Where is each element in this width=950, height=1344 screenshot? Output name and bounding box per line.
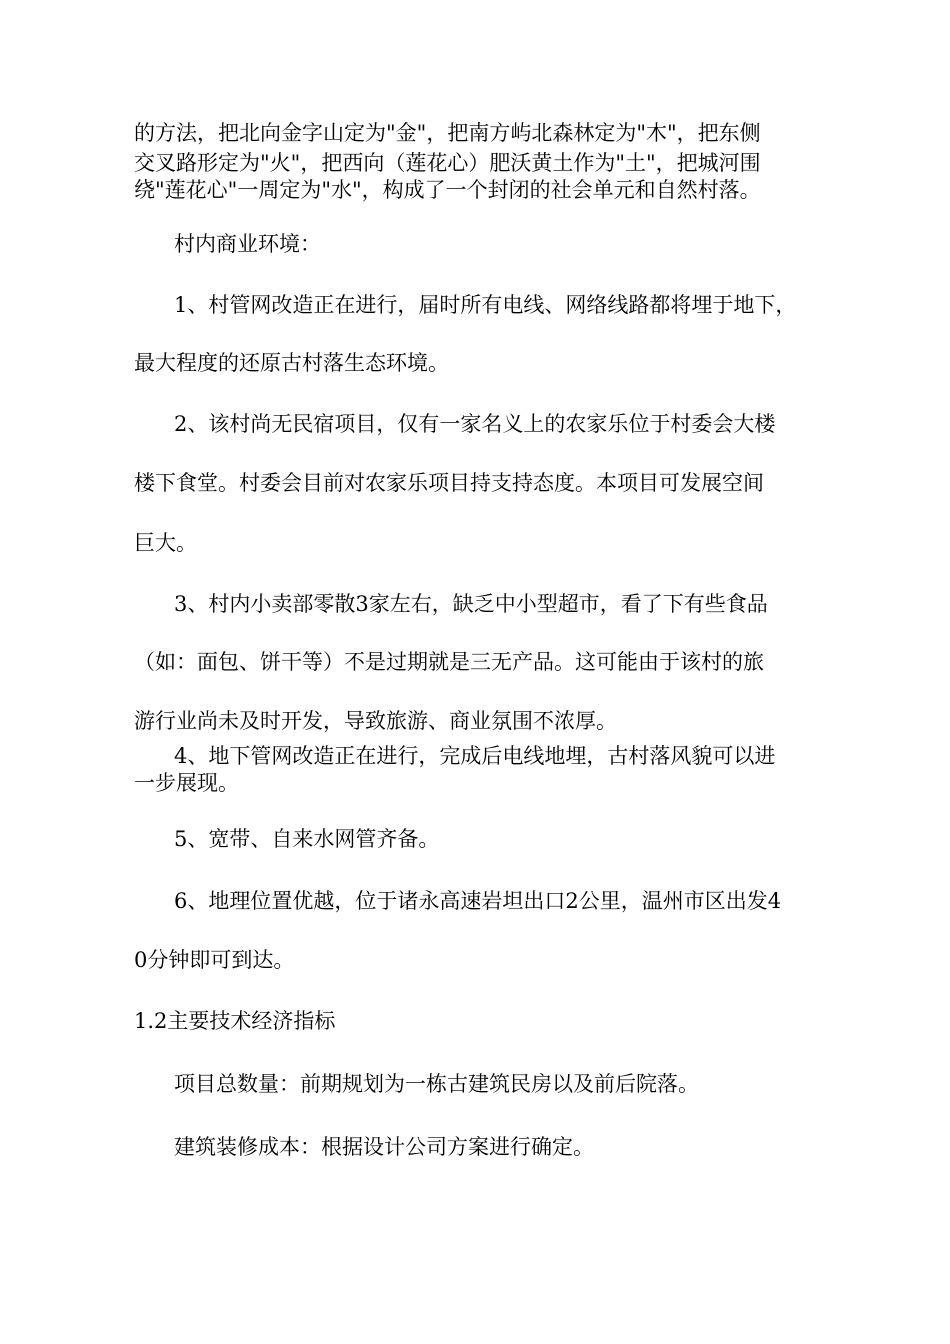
item3-line-3: 游行业尚未及时开发，导致旅游、商业氛围不浓厚。 [134, 709, 617, 733]
item2-line-2: 楼下食堂。村委会目前对农家乐项目持支持态度。本项目可发展空间 [134, 471, 764, 495]
item5: 5、宽带、自来水网管齐备。 [174, 827, 440, 851]
intro-line-1: 的方法，把北向金字山定为"金"，把南方屿北森林定为"木"，把东侧 [134, 121, 761, 145]
intro-line-3: 绕"莲花心"一周定为"水"，构成了一个封闭的社会单元和自然村落。 [134, 178, 761, 202]
business-heading: 村内商业环境： [174, 232, 321, 256]
item6-line-2: 0分钟即可到达。 [134, 948, 295, 972]
item4-line-2: 一步展现。 [134, 771, 239, 795]
item1-line-2: 最大程度的还原古村落生态环境。 [134, 351, 449, 375]
item4-line-1: 4、地下管网改造正在进行，完成后电线地埋，古村落风貌可以进 [174, 744, 776, 768]
section-heading: 1.2主要技术经济指标 [134, 1009, 336, 1033]
item3-line-1: 3、村内小卖部零散3家左右，缺乏中小型超市，看了下有些食品 [174, 592, 768, 616]
item6-line-1: 6、地理位置优越，位于诸永高速岩坦出口2公里，温州市区出发4 [174, 889, 782, 913]
item2-line-1: 2、该村尚无民宿项目，仅有一家名义上的农家乐位于村委会大楼 [174, 412, 776, 436]
project-total: 项目总数量：前期规划为一栋古建筑民房以及前后院落。 [174, 1072, 699, 1096]
item3-line-2: （如：面包、饼干等）不是过期就是三无产品。这可能由于该村的旅 [134, 650, 764, 674]
item1-line-1: 1、村管网改造正在进行，届时所有电线、网络线路都将埋于地下， [174, 293, 797, 317]
intro-line-2: 交叉路形定为"火"，把西向（莲花心）肥沃黄土作为"土"，把城河围 [134, 151, 761, 175]
decoration-cost: 建筑装修成本：根据设计公司方案进行确定。 [174, 1135, 594, 1159]
item2-line-3: 巨大。 [134, 531, 197, 555]
